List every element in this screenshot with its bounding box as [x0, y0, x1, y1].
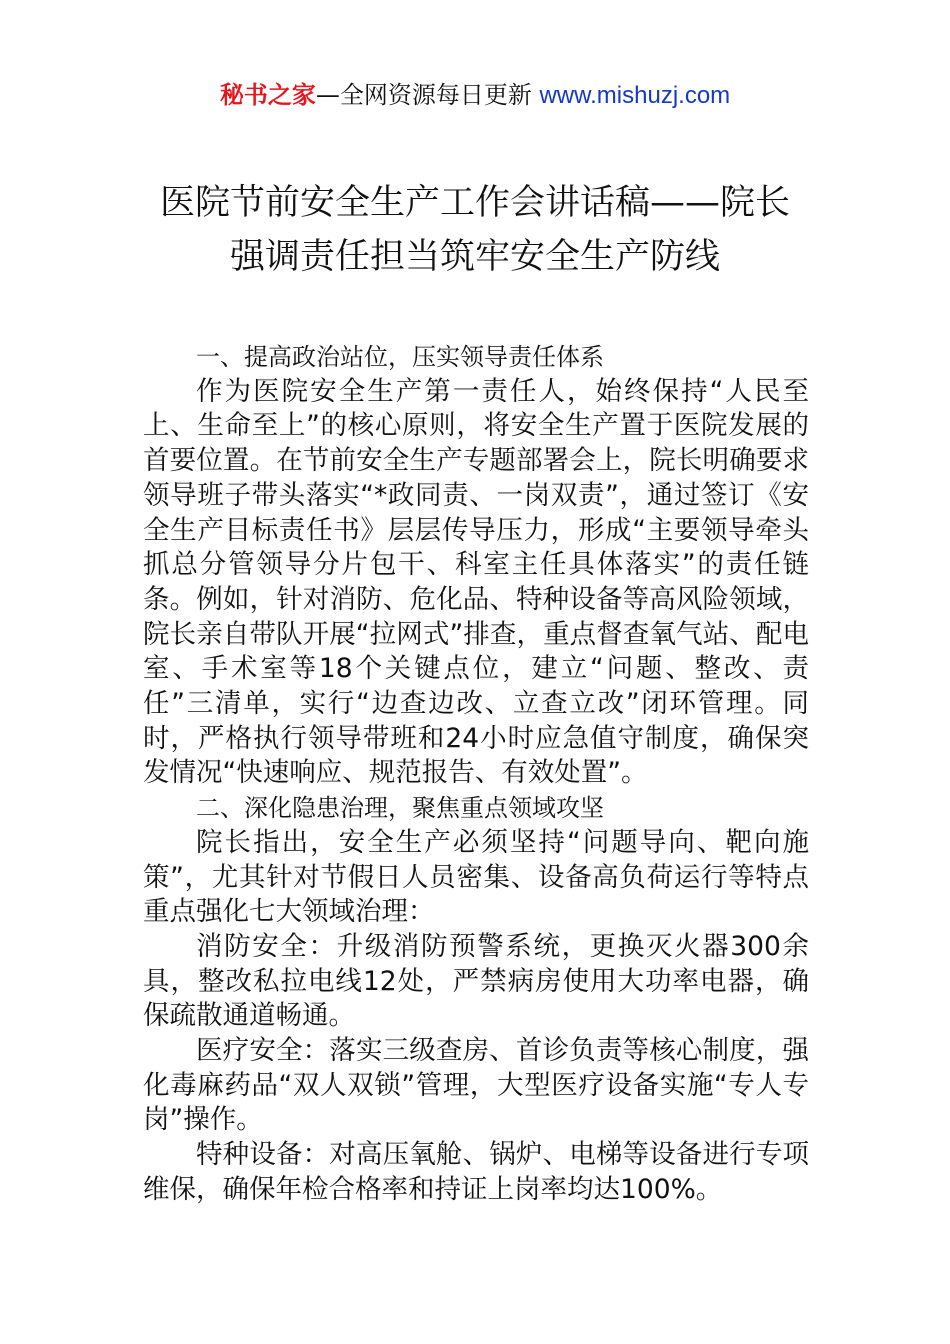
body-paragraph: 消防安全：升级消防预警系统，更换灭火器300余具，整改私拉电线12处，严禁病房使用大功率电器，确保疏散通道畅通。 — [143, 930, 809, 1032]
title-line-1: 医院节前安全生产工作会讲话稿——院长 — [159, 183, 790, 223]
document-body — [143, 340, 809, 1208]
body-paragraph: 作为医院安全生产第一责任人，始终保持“人民至上、生命至上”的核心原则，将安全生产置于医院发展的首要位置。在节前安全生产专题部署会上，院长明确要求领导班子带头落实“*政同责、一岗双责”，通过签订《安全生产目标责任书》层层传导压力，形成“主要领导牵头抓总分管领导分片包干、科室主任具体落实”的责任链条。例如，针对消防、危化品、特种设备等高风险领域，院长亲自带队开展“拉网式”排查，重点督查氧气站、配电室、手术室等18个关键点位，建立“问题、整改、责任”三清单，实行“边查边改、立查立改”闭环管理。同时，严格执行领导带班和24小时应急值守制度，确保突发情况“快速响应、规范报告、有效处置”。 — [143, 375, 809, 789]
site-url[interactable]: www.mishuzj.com — [539, 82, 731, 109]
site-tagline: —全网资源每日更新 — [315, 81, 532, 109]
document-title — [100, 176, 850, 284]
site-banner — [0, 78, 950, 113]
body-paragraph: 医疗安全：落实三级查房、首诊负责等核心制度，强化毒麻药品“双人双锁”管理，大型医疗设备实施“专人专岗”操作。 — [143, 1035, 809, 1136]
title-line-2: 强调责任担当筑牢安全生产防线 — [229, 237, 720, 277]
section-heading: 一、提高政治站位，压实领导责任体系 — [196, 343, 604, 371]
section-heading: 二、深化隐患治理，聚焦重点领域攻坚 — [196, 794, 604, 823]
body-paragraph: 院长指出，安全生产必须坚持“问题导向、靶向施策”，尤其针对节假日人员密集、设备高负荷运行等特点重点强化七大领域治理： — [143, 826, 809, 928]
site-brand: 秘书之家 — [219, 81, 316, 109]
body-paragraph: 特种设备：对高压氧舱、锅炉、电梯等设备进行专项维保，确保年检合格率和持证上岗率均达100%。 — [143, 1139, 809, 1205]
